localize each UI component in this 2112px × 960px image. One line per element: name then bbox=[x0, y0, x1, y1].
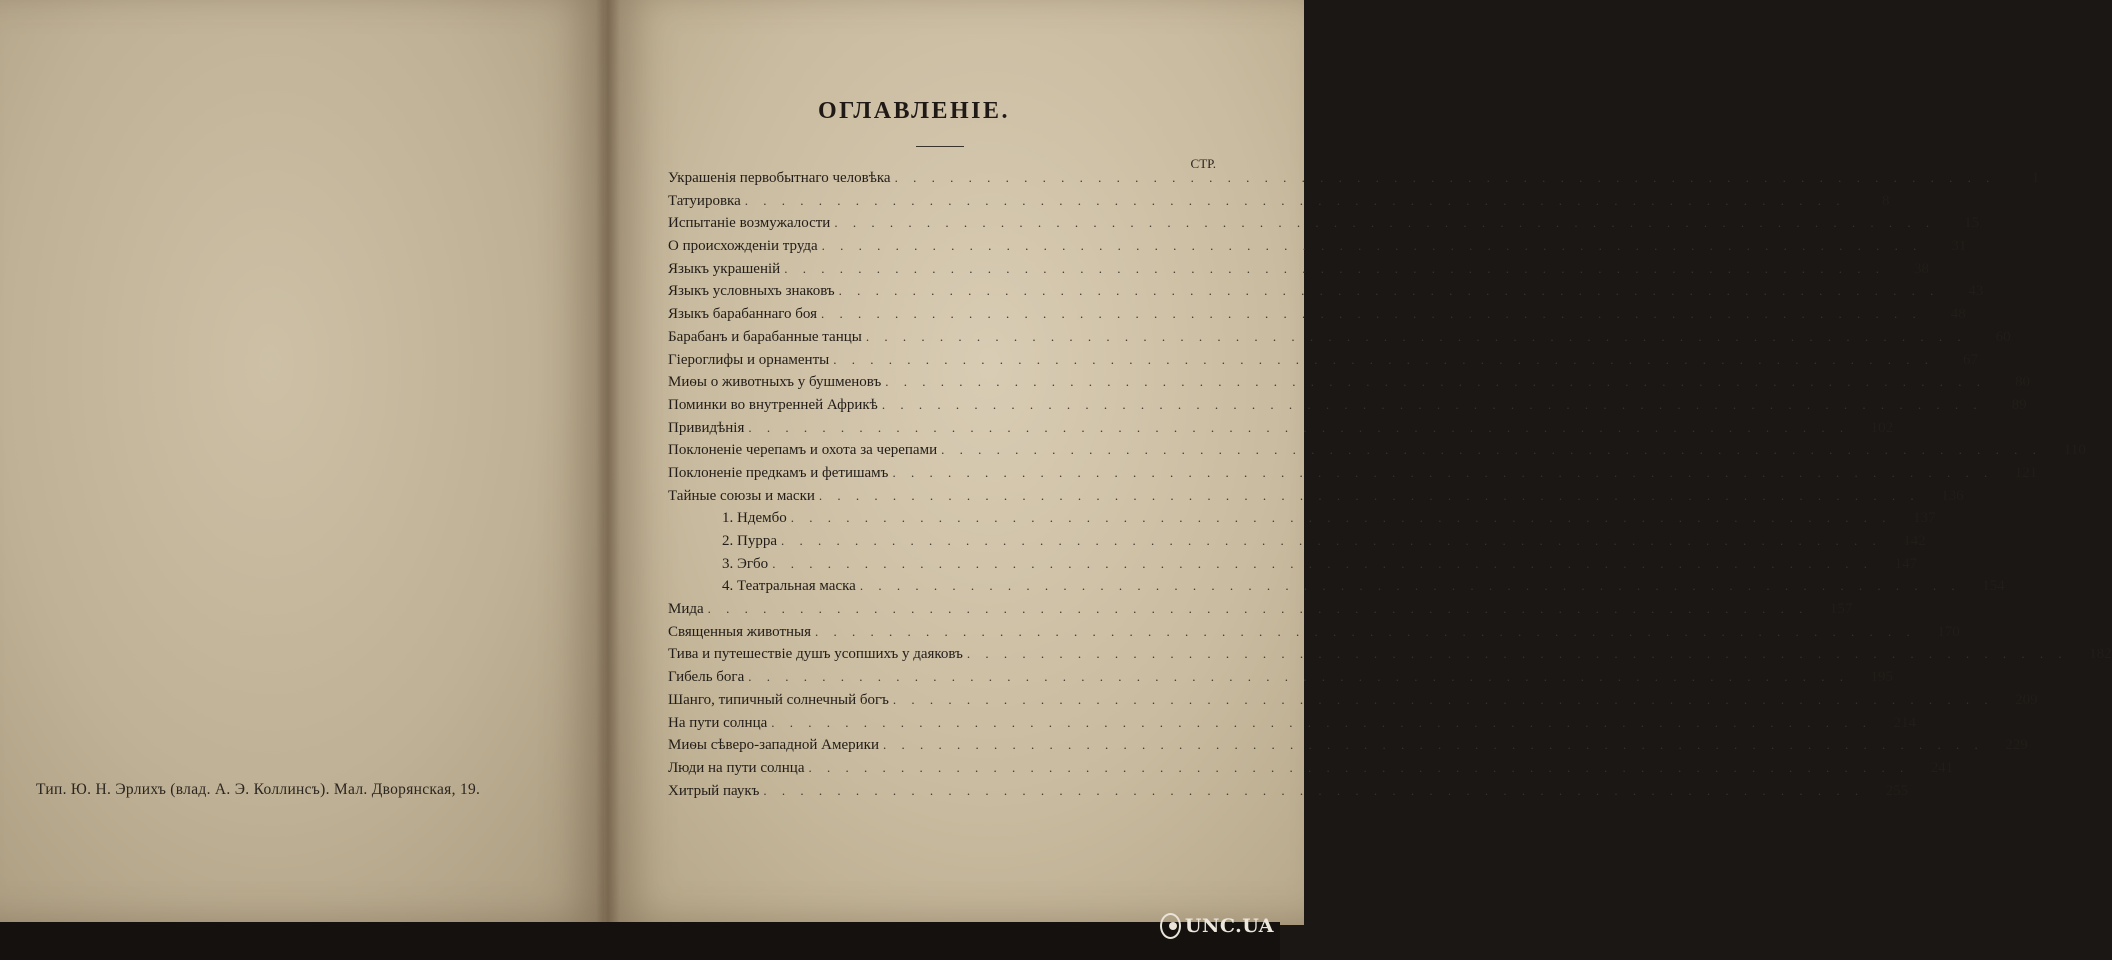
toc-leader-dots: . . . . . . . . . . . . . . . . . . . . . . . . . . . . . . . . . . . . . . . . . . . . . . . . . . . . . . . . . . . . bbox=[881, 396, 1983, 412]
toc-entry bbox=[668, 646, 2112, 669]
toc-entry bbox=[668, 691, 2038, 715]
toc-leader-dots: . . . . . . . . . . . . . . . . . . . . . . . . . . . . . . . . . . . . . . . . . . . . . . . . . . . . . . . . . . . . bbox=[882, 737, 1984, 753]
toc-leader-dots: . . . . . . . . . . . . . . . . . . . . . . . . . . . . . . . . . . . . . . . . . . . . . . . . . . . . . . . . . . . . bbox=[821, 238, 1923, 254]
watermark bbox=[1160, 908, 1274, 944]
toc-entry bbox=[668, 555, 1917, 579]
toc-entry-page: 157 bbox=[1829, 601, 1853, 618]
toc-entry-page: 136 bbox=[1941, 487, 1964, 504]
toc-leader-dots: . . . . . . . . . . . . . . . . . . . . . . . . . . . . . . . . . . . . . . . . . . . . . . . . . . . . . . . . . . . . bbox=[707, 601, 1809, 617]
toc-entry-title: Миѳы сѣверо-западной Америки bbox=[668, 737, 879, 754]
toc-entry-title: 3. Эгбо bbox=[722, 555, 769, 572]
toc-entry-page: 214 bbox=[1893, 714, 1917, 731]
toc-leader-dots: . . . . . . . . . . . . . . . . . . . . . . . . . . . . . . . . . . . . . . . . . . . . . . . . . . . . . . . . . . . . bbox=[784, 260, 1885, 276]
toc-entry-title: Поминки во внутренней Африкѣ bbox=[668, 396, 878, 413]
toc-entry-page: 182 bbox=[2089, 646, 2112, 663]
toc-leader-dots: . . . . . . . . . . . . . . . . . . . . . . . . . . . . . . . . . . . . . . . . . . . . . . . . . . . . . . . . . . . . bbox=[772, 555, 1873, 571]
toc-entry bbox=[668, 601, 1853, 624]
table-of-contents bbox=[668, 170, 2112, 805]
toc-entry-page: 15 bbox=[1964, 215, 1980, 232]
toc-leader-dots: . . . . . . . . . . . . . . . . . . . . . . . . . . . . . . . . . . . . . . . . . . . . . . . . . . . . . . . . . . . . bbox=[865, 328, 1967, 344]
toc-entry bbox=[668, 578, 2005, 601]
toc-entry bbox=[668, 533, 1926, 556]
toc-entry-page: 60 bbox=[1995, 328, 2011, 345]
toc-entry bbox=[668, 714, 1917, 738]
toc-leader-dots: . . . . . . . . . . . . . . . . . . . . . . . . . . . . . . . . . . . . . . . . . . . . . . . . . . . . . . . . . . . . bbox=[821, 306, 1922, 322]
toc-entry bbox=[668, 215, 1980, 238]
toc-entry bbox=[668, 464, 2038, 488]
toc-entry-page: 67 bbox=[1962, 351, 1978, 368]
toc-entry bbox=[668, 351, 1978, 375]
toc-entry-title: Поклоненіе предкамъ и фетишамъ bbox=[668, 464, 889, 481]
toc-entry-page: 110 bbox=[2063, 442, 2086, 459]
toc-entry-title: 2. Пурра bbox=[722, 533, 777, 549]
toc-entry bbox=[668, 328, 2011, 352]
toc-entry-title: Шанго, типичный солнечный богъ bbox=[668, 691, 889, 708]
toc-entry-page: 121 bbox=[2014, 464, 2038, 481]
toc-entry bbox=[668, 442, 2086, 465]
toc-entry-page: 48 bbox=[1950, 306, 1966, 323]
toc-leader-dots: . . . . . . . . . . . . . . . . . . . . . . . . . . . . . . . . . . . . . . . . . . . . . . . . . . . . . . . . . . . . bbox=[885, 374, 1986, 390]
toc-leader-dots: . . . . . . . . . . . . . . . . . . . . . . . . . . . . . . . . . . . . . . . . . . . . . . . . . . . . . . . . . . . . bbox=[838, 283, 1940, 299]
toc-leader-dots: . . . . . . . . . . . . . . . . . . . . . . . . . . . . . . . . . . . . . . . . . . . . . . . . . . . . . . . . . . . . bbox=[748, 669, 1849, 685]
toc-leader-dots: . . . . . . . . . . . . . . . . . . . . . . . . . . . . . . . . . . . . . . . . . . . . . . . . . . . . . . . . . . . . bbox=[748, 419, 1850, 435]
toc-entry-page: 38 bbox=[1913, 260, 1929, 277]
printer-imprint: Тип. Ю. Н. Эрлихъ (влад. А. Э. Коллинсъ). Мал. Дворянская, 19. bbox=[36, 781, 481, 798]
toc-leader-dots: . . . . . . . . . . . . . . . . . . . . . . . . . . . . . . . . . . . . . . . . . . . . . . . . . . . . . . . . . . . . bbox=[941, 442, 2042, 458]
toc-leader-dots: . . . . . . . . . . . . . . . . . . . . . . . . . . . . . . . . . . . . . . . . . . . . . . . . . . . . . . . . . . . . bbox=[763, 782, 1865, 798]
toc-entry-title: Мида bbox=[668, 601, 704, 618]
toc-entry-page: 255 bbox=[1885, 782, 1909, 799]
toc-entry-title: Тива и путешествіе душъ усопшихъ у даяковъ bbox=[668, 646, 963, 663]
toc-entry bbox=[668, 374, 2030, 397]
toc-entry bbox=[668, 623, 1960, 647]
page-column-label: СТР. bbox=[1190, 156, 1216, 171]
toc-entry bbox=[668, 759, 1954, 783]
toc-entry bbox=[668, 170, 2040, 193]
toc-entry-title: Языкъ барабаннаго боя bbox=[668, 306, 818, 323]
watermark-text: UNC.UA bbox=[1184, 915, 1274, 937]
toc-entry-title: Гибель бога bbox=[668, 669, 745, 686]
toc-entry-page: 241 bbox=[1930, 759, 1954, 776]
toc-entry-title: Священныя животныя bbox=[668, 623, 812, 640]
toc-entry-page: 209 bbox=[2015, 691, 2038, 708]
toc-leader-dots: . . . . . . . . . . . . . . . . . . . . . . . . . . . . . . . . . . . . . . . . . . . . . . . . . . . . . . . . . . . . bbox=[859, 578, 1961, 594]
toc-entry-title: Хитрый паукъ bbox=[668, 782, 760, 799]
toc-entry-page: 43 bbox=[1968, 283, 1984, 300]
title-divider bbox=[916, 146, 964, 147]
toc-entry bbox=[668, 260, 1929, 284]
toc-entry bbox=[668, 238, 1967, 261]
toc-leader-dots: . . . . . . . . . . . . . . . . . . . . . . . . . . . . . . . . . . . . . . . . . . . . . . . . . . . . . . . . . . . . bbox=[818, 487, 1920, 503]
toc-entry bbox=[668, 396, 2027, 420]
toc-entry-title: Языкъ украшеній bbox=[668, 260, 781, 277]
toc-entry-page: 229 bbox=[2005, 737, 2028, 754]
toc-leader-dots: . . . . . . . . . . . . . . . . . . . . . . . . . . . . . . . . . . . . . . . . . . . . . . . . . . . . . . . . . . . . bbox=[744, 192, 1846, 208]
toc-entry-title: Языкъ условныхъ знаковъ bbox=[668, 283, 835, 300]
toc-entry-page: 195 bbox=[1870, 669, 1893, 686]
toc-leader-dots: . . . . . . . . . . . . . . . . . . . . . . . . . . . . . . . . . . . . . . . . . . . . . . . . . . . . . . . . . . . . bbox=[781, 533, 1882, 548]
toc-leader-dots: . . . . . . . . . . . . . . . . . . . . . . . . . . . . . . . . . . . . . . . . . . . . . . . . . . . . . . . . . . . . bbox=[771, 714, 1873, 730]
coin-logo-icon bbox=[1160, 913, 1181, 939]
toc-entry-page: 80 bbox=[2014, 374, 2030, 391]
toc-entry bbox=[668, 283, 1984, 306]
toc-entry-page: 31 bbox=[1951, 238, 1967, 255]
toc-leader-dots: . . . . . . . . . . . . . . . . . . . . . . . . . . . . . . . . . . . . . . . . . . . . . . . . . . . . . . . . . . . . bbox=[966, 646, 2068, 662]
toc-entry-title: Миѳы о животныхъ у бушменовъ bbox=[668, 374, 882, 391]
toc-entry-title: 4. Театральная маска bbox=[722, 578, 856, 595]
toc-entry bbox=[668, 419, 1894, 443]
toc-entry-title: На пути солнца bbox=[668, 714, 768, 731]
toc-entry-page: 154 bbox=[1982, 578, 2005, 595]
toc-leader-dots: . . . . . . . . . . . . . . . . . . . . . . . . . . . . . . . . . . . . . . . . . . . . . . . . . . . . . . . . . . . . bbox=[815, 623, 1916, 639]
toc-entry bbox=[668, 669, 1893, 692]
toc-entry bbox=[668, 306, 1966, 329]
toc-entry-page: 102 bbox=[1870, 419, 1894, 436]
toc-entry-title: 1. Ндембо bbox=[722, 510, 787, 527]
toc-entry-page: 170 bbox=[1937, 623, 1960, 640]
toc-entry-page: 137 bbox=[1913, 510, 1936, 527]
toc-entry-title: Испытаніе возмужалости bbox=[668, 215, 831, 232]
toc-entry-page: 147 bbox=[1894, 555, 1917, 572]
toc-entry-title: Украшенія первобытнаго человѣка bbox=[668, 170, 891, 186]
toc-leader-dots: . . . . . . . . . . . . . . . . . . . . . . . . . . . . . . . . . . . . . . . . . . . . . . . . . . . . . . . . . . . . bbox=[833, 351, 1934, 367]
toc-entry-title: Тайные союзы и маски bbox=[668, 487, 815, 504]
page-title: ОГЛАВЛЕНIЕ. bbox=[818, 98, 1011, 124]
toc-entry bbox=[668, 782, 1909, 806]
toc-entry-title: Барабанъ и барабанные танцы bbox=[668, 328, 862, 345]
book-gutter bbox=[596, 0, 620, 925]
toc-entry bbox=[668, 192, 1890, 216]
bottom-shadow bbox=[0, 922, 1280, 960]
toc-leader-dots: . . . . . . . . . . . . . . . . . . . . . . . . . . . . . . . . . . . . . . . . . . . . . . . . . . . . . . . . . . . . bbox=[834, 215, 1936, 231]
toc-entry bbox=[668, 737, 2028, 760]
toc-entry-title: Татуировка bbox=[668, 192, 741, 209]
toc-entry bbox=[668, 487, 1964, 511]
toc-entry-title: Привидѣнія bbox=[668, 419, 745, 436]
toc-entry-title: Люди на пути солнца bbox=[668, 759, 805, 776]
toc-leader-dots: . . . . . . . . . . . . . . . . . . . . . . . . . . . . . . . . . . . . . . . . . . . . . . . . . . . . . . . . . . . . bbox=[808, 759, 1910, 775]
toc-entry-title: Гіероглифы и орнаменты bbox=[668, 351, 830, 368]
toc-entry-page: 89 bbox=[2011, 396, 2027, 413]
toc-leader-dots: . . . . . . . . . . . . . . . . . . . . . . . . . . . . . . . . . . . . . . . . . . . . . . . . . . . . . . . . . . . . bbox=[894, 170, 1996, 185]
toc-leader-dots: . . . . . . . . . . . . . . . . . . . . . . . . . . . . . . . . . . . . . . . . . . . . . . . . . . . . . . . . . . . . bbox=[892, 691, 1994, 707]
toc-entry-page: 142 bbox=[1903, 533, 1926, 549]
toc-leader-dots: . . . . . . . . . . . . . . . . . . . . . . . . . . . . . . . . . . . . . . . . . . . . . . . . . . . . . . . . . . . . bbox=[790, 510, 1892, 526]
toc-entry-page: 1 bbox=[2031, 170, 2040, 186]
toc-entry-title: О происхожденіи труда bbox=[668, 238, 818, 255]
toc-entry bbox=[668, 510, 1936, 533]
toc-entry-title: Поклоненіе черепамъ и охота за черепами bbox=[668, 442, 938, 459]
toc-entry-page: 8 bbox=[1882, 192, 1890, 209]
toc-leader-dots: . . . . . . . . . . . . . . . . . . . . . . . . . . . . . . . . . . . . . . . . . . . . . . . . . . . . . . . . . . . . bbox=[892, 464, 1994, 480]
